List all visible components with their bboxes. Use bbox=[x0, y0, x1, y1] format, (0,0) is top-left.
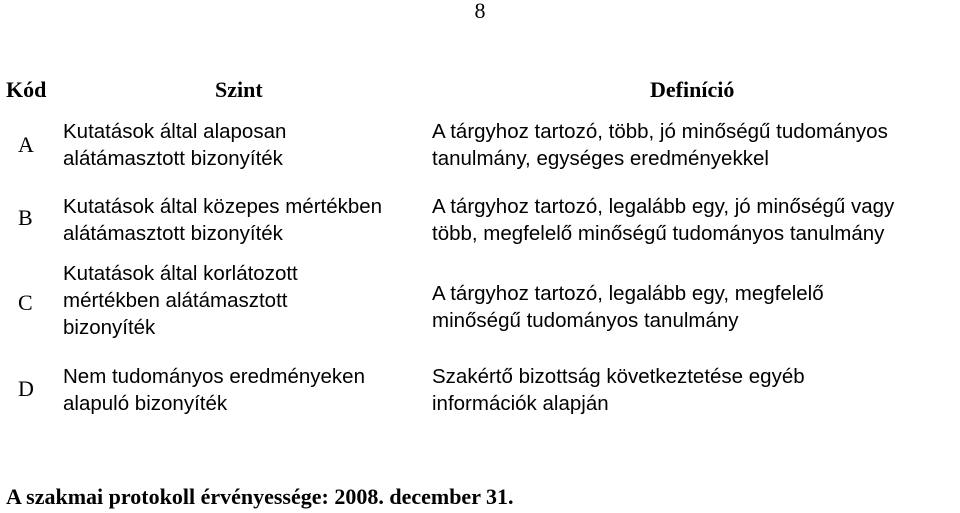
level-line: Kutatások által közepes mértékben bbox=[63, 195, 383, 218]
protocol-validity: A szakmai protokoll érvényessége: 2008. december 31. bbox=[6, 484, 514, 509]
header-definition: Definíció bbox=[650, 77, 735, 102]
row-definition bbox=[432, 280, 957, 334]
definition-line: A tárgyhoz tartozó, több, jó minőségű tudományos bbox=[432, 120, 888, 143]
row-code: D bbox=[18, 376, 34, 401]
level-line: alátámasztott bizonyíték bbox=[63, 147, 283, 170]
row-level bbox=[63, 260, 428, 341]
row-code: C bbox=[18, 290, 33, 315]
row-level bbox=[63, 193, 428, 247]
header-level: Szint bbox=[215, 77, 263, 102]
header-code: Kód bbox=[6, 77, 47, 102]
definition-line: tanulmány, egységes eredményekkel bbox=[432, 147, 769, 170]
definition-line: több, megfelelő minőségű tudományos tanulmány bbox=[432, 222, 885, 245]
level-line: Kutatások által korlátozott bbox=[63, 262, 298, 285]
level-line: mértékben alátámasztott bbox=[63, 289, 288, 312]
level-line: Kutatások által alaposan bbox=[63, 120, 287, 143]
row-definition bbox=[432, 193, 957, 247]
row-definition bbox=[432, 118, 957, 172]
level-line: Nem tudományos eredményeken bbox=[63, 365, 365, 388]
row-code: A bbox=[18, 132, 34, 157]
row-code: B bbox=[18, 205, 33, 230]
level-line: alapuló bizonyíték bbox=[63, 392, 228, 415]
definition-line: A tárgyhoz tartozó, legalább egy, megfelelő bbox=[432, 282, 824, 305]
page-number: 8 bbox=[474, 0, 486, 23]
definition-line: Szakértő bizottság következtetése egyéb bbox=[432, 365, 805, 388]
level-line: alátámasztott bizonyíték bbox=[63, 222, 283, 245]
definition-line: A tárgyhoz tartozó, legalább egy, jó minőségű vagy bbox=[432, 195, 895, 218]
row-level bbox=[63, 363, 428, 417]
definition-line: információk alapján bbox=[432, 392, 609, 415]
row-level bbox=[63, 118, 428, 172]
definition-line: minőségű tudományos tanulmány bbox=[432, 309, 739, 332]
level-line: bizonyíték bbox=[63, 316, 156, 339]
row-definition bbox=[432, 363, 957, 417]
